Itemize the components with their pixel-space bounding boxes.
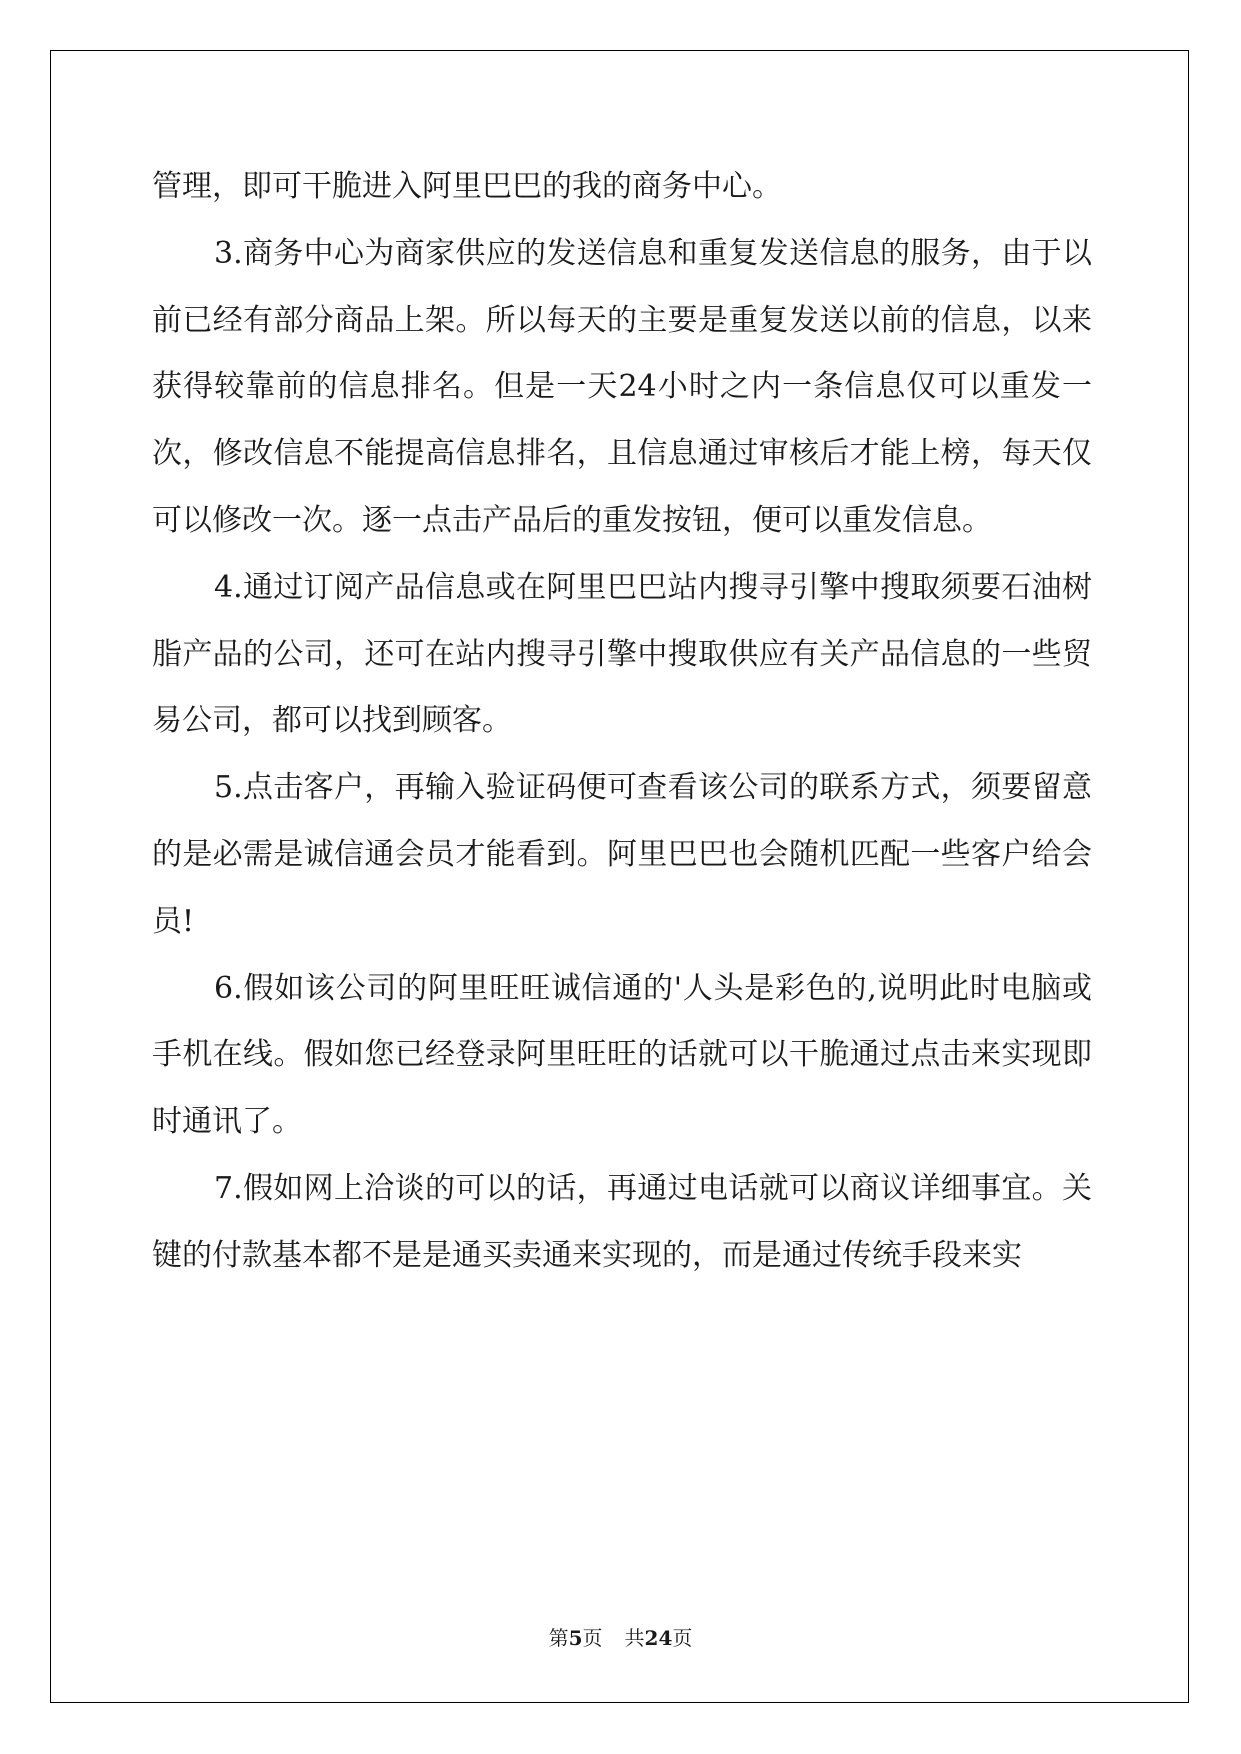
paragraph-6: 7.假如网上洽谈的可以的话，再通过电话就可以商议详细事宜。关键的付款基本都不是是通买卖通来实现的，而是通过传统手段来实 xyxy=(152,1170,1092,1273)
footer-page-suffix: 页 xyxy=(582,1626,603,1650)
paragraph-3: 4.通过订阅产品信息或在阿里巴巴站内搜寻引擎中搜取须要石油树脂产品的公司，还可在站内搜寻引擎中搜取供应有关产品信息的一些贸易公司，都可以找到顾客。 xyxy=(152,569,1092,739)
paragraph-5: 6.假如该公司的阿里旺旺诚信通的'人头是彩色的,说明此时电脑或手机在线。假如您已经登录阿里旺旺的话就可以干脆通过点击来实现即时通讯了。 xyxy=(152,970,1092,1140)
footer-total-prefix: 共 xyxy=(624,1626,645,1650)
paragraph-2: 3.商务中心为商家供应的发送信息和重复发送信息的服务，由于以前已经有部分商品上架。所以每天的主要是重复发送以前的信息，以来获得较靠前的信息排名。但是一天24小时之内一条信息仅可以重发一次，修改信息不能提高信息排名，且信息通过审核后才能上榜，每天仅可以修改一次。逐一点击产品后的重发按钮，便可以重发信息。 xyxy=(152,235,1092,538)
paragraph-4: 5.点击客户，再输入验证码便可查看该公司的联系方式，须要留意的是必需是诚信通会员才能看到。阿里巴巴也会随机匹配一些客户给会员! xyxy=(152,770,1092,939)
footer-page-number: 5 xyxy=(568,1626,583,1650)
footer-prefix: 第 xyxy=(548,1626,569,1650)
footer-total-suffix: 页 xyxy=(672,1626,693,1650)
footer-total-pages: 24 xyxy=(644,1626,673,1650)
paragraph-1: 管理，即可干脆进入阿里巴巴的我的商务中心。 xyxy=(152,169,782,204)
page-footer xyxy=(0,1622,1241,1651)
document-body xyxy=(152,154,1092,1290)
